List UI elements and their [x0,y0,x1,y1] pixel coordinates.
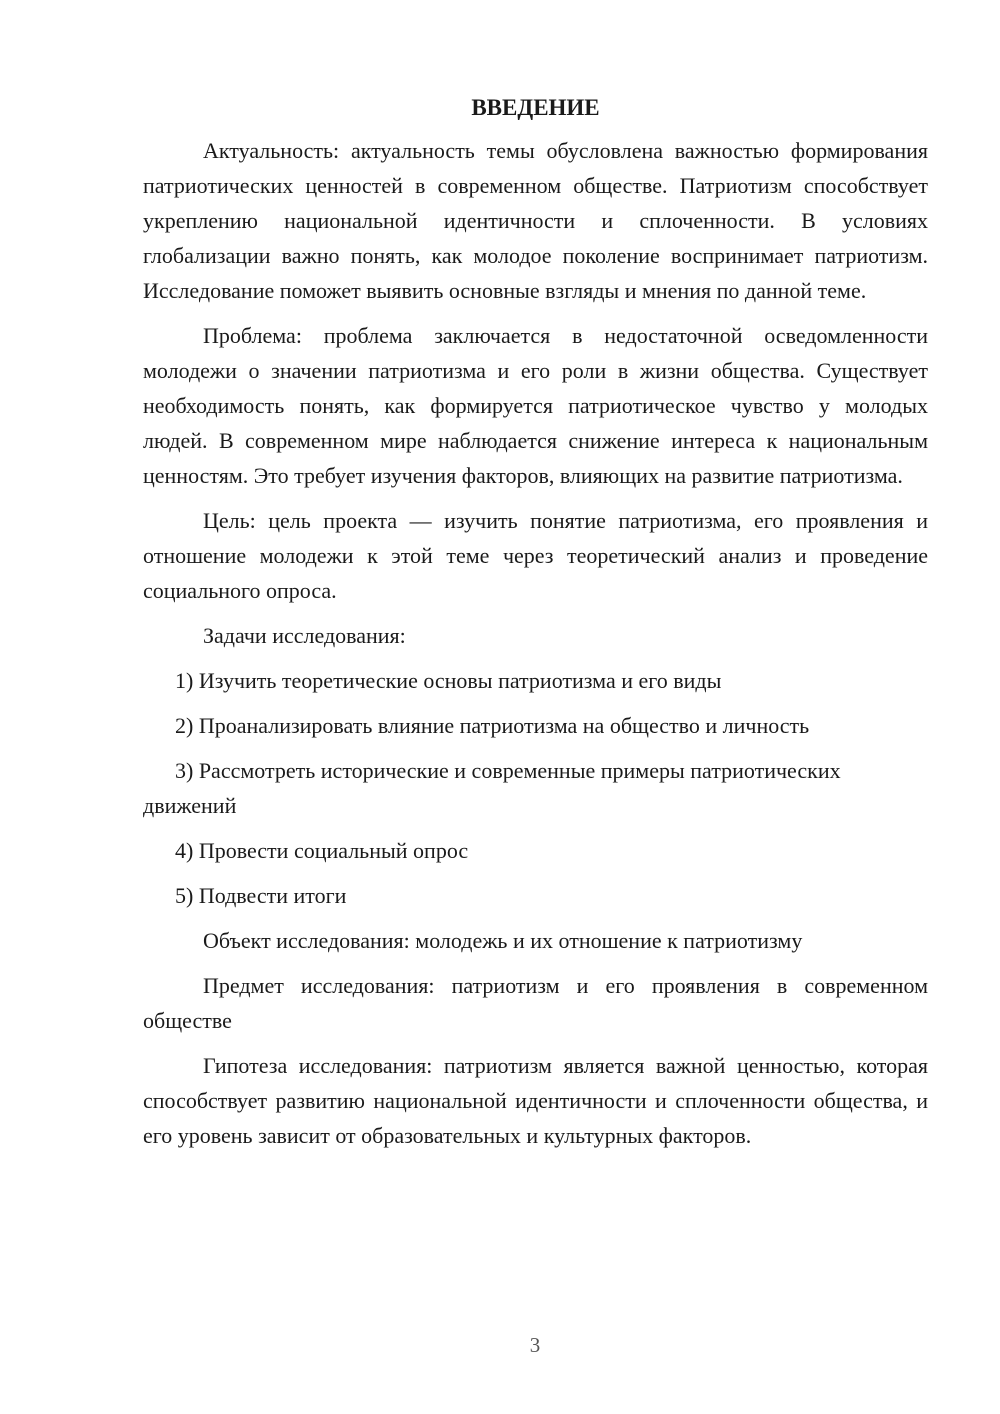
page-title: ВВЕДЕНИЕ [471,95,600,120]
page-number: 3 [529,1333,541,1357]
research-hypothesis: Гипотеза исследования: патриотизм является важной ценностью, которая способствует развитию национальной идентичности и сплоченности общества, и его уровень зависит от образовательных и культурных факторов. [143,1053,928,1148]
task-item-4: 4) Провести социальный опрос [175,838,469,863]
document-page [143,90,928,1163]
relevance-paragraph: Актуальность: актуальность темы обусловлена важностью формирования патриотических ценностей в современном обществе. Патриотизм способствует укреплению национальной идентичности и сплоченности. В условиях глобализации важно понять, как молодое поколение воспринимает патриотизм. Исследование поможет выявить основные взгляды и мнения по данной теме. [143,138,928,303]
tasks-heading: Задачи исследования: [203,623,406,648]
research-object: Объект исследования: молодежь и их отношение к патриотизму [203,928,803,953]
task-item-1: 1) Изучить теоретические основы патриотизма и его виды [175,668,722,693]
research-subject: Предмет исследования: патриотизм и его проявления в современном обществе [143,973,928,1033]
task-item-3: 3) Рассмотреть исторические и современные примеры патриотических движений [143,758,841,818]
task-item-5: 5) Подвести итоги [175,883,347,908]
task-item-2: 2) Проанализировать влияние патриотизма на общество и личность [175,713,810,738]
goal-paragraph: Цель: цель проекта — изучить понятие патриотизма, его проявления и отношение молодежи к этой теме через теоретический анализ и проведение социального опроса. [143,508,928,603]
problem-paragraph: Проблема: проблема заключается в недостаточной осведомленности молодежи о значении патриотизма и его роли в жизни общества. Существует необходимость понять, как формируется патриотическое чувство у молодых людей. В современном мире наблюдается снижение интереса к национальным ценностям. Это требует изучения факторов, влияющих на развитие патриотизма. [143,323,928,488]
